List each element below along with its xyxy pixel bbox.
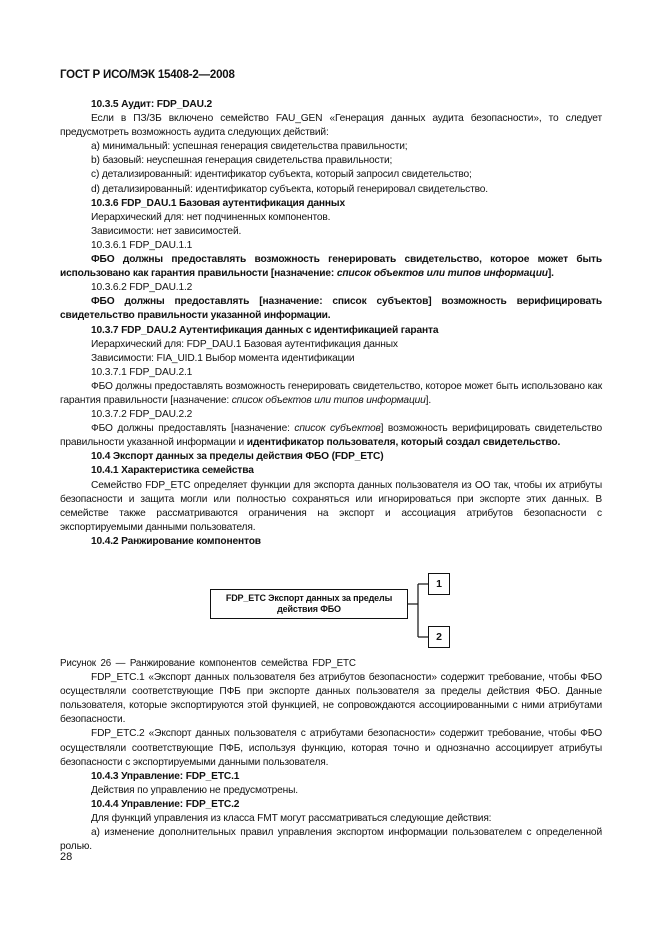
paragraph: FDP_ETC.1 «Экспорт данных пользователя без атрибутов безопасности» содержит требование, чтобы ФБО осуществляли соответствующие ПФБ при экспорте данных пользователя за пределы действия ФБО. Данные пользователя, которые экспортируются этой функцией, не сопровождаются ассоциированными с ними атрибутами безопасности. (60, 672, 602, 726)
dependencies-line: Зависимости: нет зависимостей. (91, 225, 242, 237)
family-box (210, 589, 408, 619)
list-item: а) изменение дополнительных правил управления экспортом информации пользователем с определенной ролью. (60, 827, 602, 853)
component-levelling-figure (60, 549, 602, 657)
list-item: с) детализированный: идентификатор субъекта, который запросил свидетельство; (91, 169, 472, 181)
section-10-4-2-title: 10.4.2 Ранжирование компонентов (91, 535, 261, 547)
list-item: b) базовый: неуспешная генерация свидетельства правильности; (91, 155, 393, 167)
paragraph: Действия по управлению не предусмотрены. (91, 784, 298, 796)
section-10-4-4-title: 10.4.4 Управление: FDP_ETC.2 (91, 798, 240, 810)
section-10-4-3-title: 10.4.3 Управление: FDP_ETC.1 (91, 770, 240, 782)
paragraph: FDP_ETC.2 «Экспорт данных пользователя с атрибутами безопасности» содержит требование, чтобы ФБО осуществляли соответствующие ПФБ, используя функцию, которая точно и однозначно ассоциирует атрибуты безопасности с экспортируемыми данными пользователя. (60, 728, 602, 768)
dependencies-line: Зависимости: FIA_UID.1 Выбор момента идентификации (91, 352, 355, 364)
list-item: а) минимальный: успешная генерация свидетельства правильности; (91, 141, 408, 153)
hierarchical-line: Иерархический для: FDP_DAU.1 Базовая аутентификация данных (91, 338, 398, 350)
section-10-4-title: 10.4 Экспорт данных за пределы действия ФБО (FDP_ETC) (91, 451, 384, 463)
paragraph: Если в ПЗ/ЗБ включено семейство FAU_GEN «Генерация данных аудита безопасности», то следует предусмотреть возможность аудита следующих действий: (60, 113, 602, 139)
element-id: 10.3.7.1 FDP_DAU.2.1 (91, 366, 193, 378)
element-text-part: ФБО должны предоставлять возможность генерировать свидетельство, которое может быть использовано как гарантия правильности [назначение: (60, 380, 602, 406)
section-10-4-1-title: 10.4.1 Характеристика семейства (91, 465, 254, 477)
component-node-2: 2 (428, 626, 450, 648)
element-text-part: ФБО должны предоставлять [назначение: (91, 423, 295, 435)
element-text: ФБО должны предоставлять [назначение: список субъектов] возможность верифицировать свидетельство правильности указанной информации. (60, 296, 602, 322)
element-text (60, 380, 602, 408)
element-text-italic: список субъектов (294, 423, 381, 435)
page-number: 28 (60, 851, 73, 863)
component-node-1: 1 (428, 573, 450, 595)
element-text-part: ФБО должны предоставлять возможность генерировать свидетельство, которое может быть использовано как гарантия правильности [назначение: (60, 254, 602, 280)
element-id: 10.3.6.1 FDP_DAU.1.1 (91, 239, 193, 251)
family-box-line: FDP_ETC Экспорт данных за пределы (225, 593, 393, 603)
element-text (60, 253, 602, 281)
section-10-3-5-title: 10.3.5 Аудит: FDP_DAU.2 (91, 99, 213, 110)
element-text-italic: список объектов или типов информации (336, 268, 548, 280)
running-header: ГОСТ Р ИСО/МЭК 15408-2—2008 (60, 69, 235, 81)
list-item: d) детализированный: идентификатор субъекта, который генерировал свидетельство. (91, 183, 488, 195)
element-text-end: ]. (425, 394, 432, 406)
element-text-end: ]. (547, 268, 554, 280)
figure-caption: Рисунок 26 — Ранжирование компонентов семейства FDP_ETC (60, 658, 356, 669)
element-text-mid: ] возможность верифицировать свидетельство правильности указанной информации и (60, 423, 602, 449)
family-box-line: действия ФБО (277, 604, 341, 614)
element-text-bold: идентификатор пользователя, который создал свидетельство. (246, 437, 561, 449)
page-content (60, 98, 602, 854)
element-id: 10.3.6.2 FDP_DAU.1.2 (91, 282, 193, 294)
paragraph: Для функций управления из класса FMT могут рассматриваться следующие действия: (91, 813, 492, 825)
paragraph: Семейство FDP_ETC определяет функции для экспорта данных пользователя из ОО так, чтобы их атрибуты безопасности и защита могли или полностью сохраняться или игнорироваться при экспорте этих данных. В семействе также рассматриваются ограничения на экспорт и ассоциация атрибутов безопасности с экспортируемыми данными пользователя. (60, 479, 602, 533)
element-id: 10.3.7.2 FDP_DAU.2.2 (91, 409, 193, 421)
section-10-3-7-title: 10.3.7 FDP_DAU.2 Аутентификация данных с идентификацией гаранта (91, 324, 439, 336)
element-text (60, 422, 602, 450)
hierarchical-line: Иерархический для: нет подчиненных компонентов. (91, 211, 331, 223)
element-text-italic: список объектов или типов информации (231, 394, 426, 406)
section-10-3-6-title: 10.3.6 FDP_DAU.1 Базовая аутентификация данных (91, 197, 345, 209)
